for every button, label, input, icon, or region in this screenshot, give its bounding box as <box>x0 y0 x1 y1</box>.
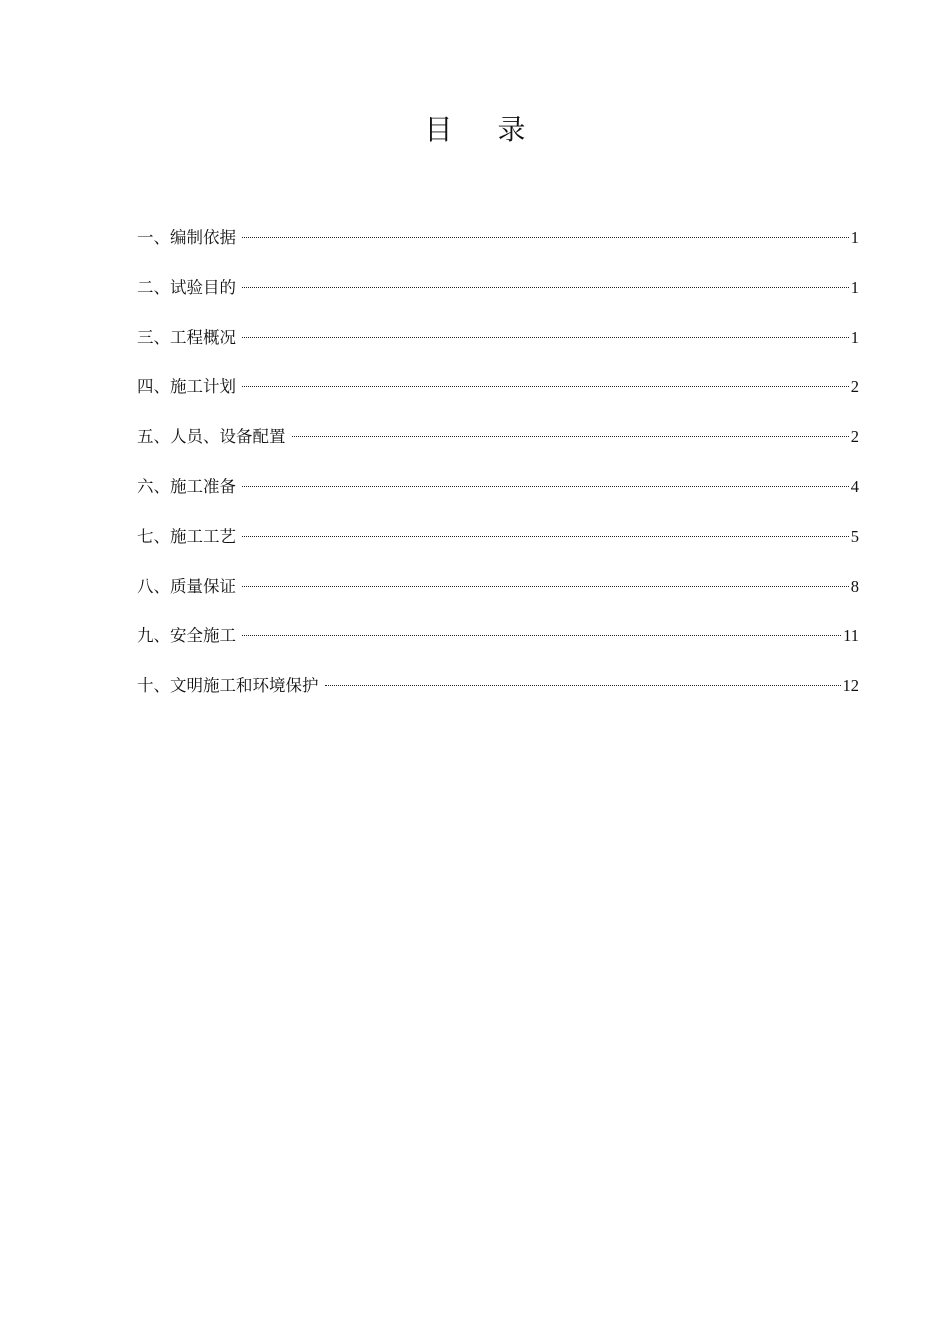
toc-entry-label: 二、试验目的 <box>137 277 236 297</box>
toc-entry[interactable] <box>137 273 859 323</box>
toc-entry-page: 1 <box>850 327 859 347</box>
toc-entry-label: 四、施工计划 <box>137 377 236 397</box>
toc-dot-leader <box>242 337 849 338</box>
toc-entry[interactable] <box>137 472 859 522</box>
toc-title: 目 录 <box>424 113 544 146</box>
toc-entry-page: 12 <box>842 676 859 696</box>
toc-entry-page: 1 <box>850 277 859 297</box>
toc-entry-label: 一、编制依据 <box>137 228 236 247</box>
toc-entry-label: 八、质量保证 <box>137 576 236 596</box>
toc-dot-leader <box>292 436 849 437</box>
toc-entry[interactable] <box>137 223 859 273</box>
toc-dot-leader <box>242 635 841 636</box>
toc-entry-label: 三、工程概况 <box>137 327 236 347</box>
toc-entry[interactable] <box>137 621 859 671</box>
toc-entry[interactable] <box>137 372 859 422</box>
toc-entry-label: 九、安全施工 <box>137 626 236 646</box>
toc-dot-leader <box>325 685 841 686</box>
toc-entry-label: 十、文明施工和环境保护 <box>137 676 319 696</box>
toc-entry[interactable] <box>137 572 859 622</box>
toc-dot-leader <box>242 486 849 487</box>
toc-dot-leader <box>242 287 849 288</box>
toc-entry-page: 2 <box>850 427 859 447</box>
toc-entry[interactable] <box>137 671 859 721</box>
toc-dot-leader <box>242 586 849 587</box>
toc-entry-page: 4 <box>850 476 859 496</box>
toc-dot-leader <box>242 237 849 238</box>
toc-entry-label: 五、人员、设备配置 <box>137 427 286 447</box>
toc-entry[interactable] <box>137 323 859 373</box>
toc-entry-page: 8 <box>850 576 859 596</box>
toc-dot-leader <box>242 386 849 387</box>
toc-entry[interactable] <box>137 422 859 472</box>
toc-entry[interactable] <box>137 522 859 572</box>
toc-entry-label: 六、施工准备 <box>137 476 236 496</box>
toc-entry-page: 5 <box>850 526 859 546</box>
toc-list <box>137 223 859 721</box>
toc-entry-page: 11 <box>843 626 859 646</box>
toc-entry-page: 2 <box>850 377 859 397</box>
toc-entry-page: 1 <box>850 228 859 247</box>
toc-entry-label: 七、施工工艺 <box>137 526 236 546</box>
toc-dot-leader <box>242 536 849 537</box>
